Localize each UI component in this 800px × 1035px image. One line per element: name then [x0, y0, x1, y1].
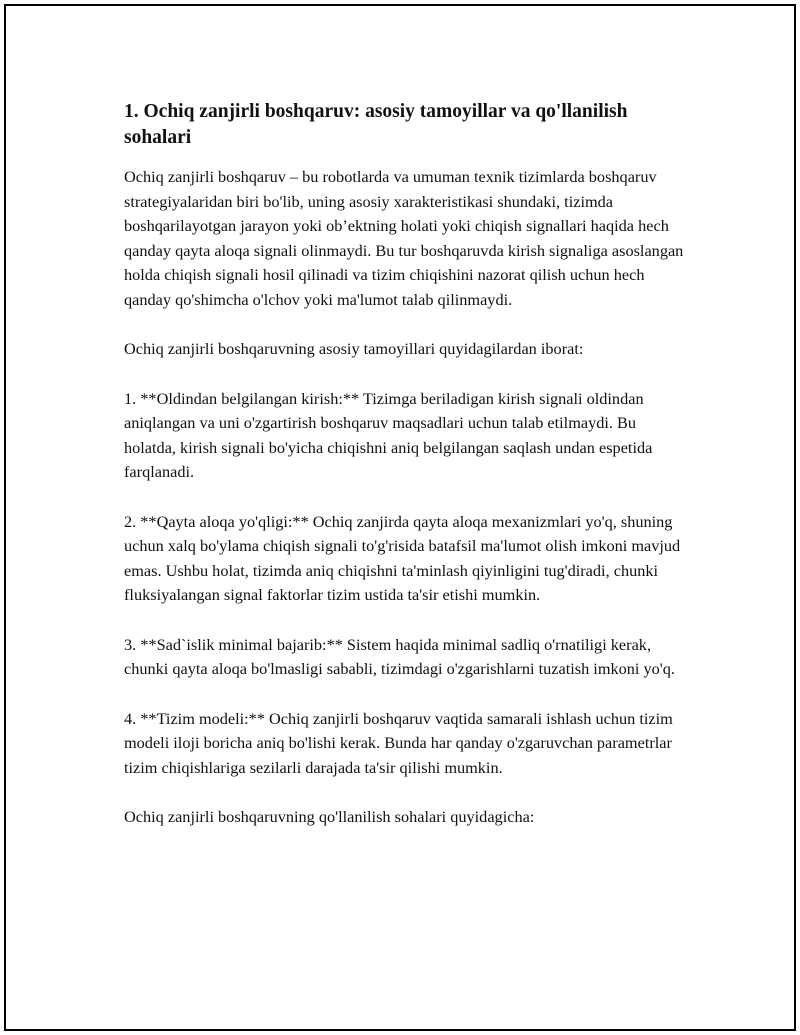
document-body: [124, 99, 684, 855]
page-border: [4, 4, 796, 1031]
paragraph-definition: Ochiq zanjirli boshqaruv – bu robotlarda va umuman texnik tizimlarda boshqaruv strategiyalaridan biri bo'lib, uning asosiy xarakteristikasi shundaki, tizimda boshqarilayotgan jarayon yoki ob’ektning holati yoki chiqish signallari haqida hech qanday qayta aloqa signali olinmaydi. Bu tur boshqaruvda kirish signaliga asoslangan holda chiqish signali hosil qilinadi va tizim chiqishini nazorat qilish uchun hech qanday qo'shimcha o'lchov yoki ma'lumot talab qilinmaydi.: [124, 167, 684, 309]
principle-item-4: 4. **Tizim modeli:** Ochiq zanjirli boshqaruv vaqtida samarali ishlash uchun tizim modeli iloji boricha aniq bo'lishi kerak. Bunda har qanday o'zgaruvchan parametrlar tizim chiqishlariga sezilarli darajada ta'sir qilishi mumkin.: [124, 708, 673, 777]
paragraph-application-intro: Ochiq zanjirli boshqaruvning qo'llanilish sohalari quyidagicha:: [124, 807, 535, 826]
paragraph-principles-intro: Ochiq zanjirli boshqaruvning asosiy tamoyillari quyidagilardan iborat:: [124, 339, 584, 358]
section-heading: 1. Ochiq zanjirli boshqaruv: asosiy tamoyillar va qo'llanilish sohalari: [124, 101, 628, 148]
principle-item-2: 2. **Qayta aloqa yo'qligi:** Ochiq zanjirda qayta aloqa mexanizmlari yo'q, shuning uchun xalq bo'ylama chiqish signali to'g'risida batafsil ma'lumot olish imkoni mavjud emas. Ushbu holat, tizimda aniq chiqishni ta'minlash qiyinligini tug'diradi, chunki fluksiyalangan signal faktorlar tizim ustida ta'sir etishi mumkin.: [124, 511, 681, 604]
principle-item-1: 1. **Oldindan belgilangan kirish:** Tizimga beriladigan kirish signali oldindan aniqlangan va uni o'zgartirish boshqaruv maqsadlari uchun talab etilmaydi. Bu holatda, kirish signali bo'yicha chiqishni aniq belgilangan saqlash undan espetida farqlanadi.: [124, 388, 653, 481]
principle-item-3: 3. **Sad`islik minimal bajarib:** Sistem haqida minimal sadliq o'rnatiligi kerak, chunki qayta aloqa bo'lmasligi sababli, tizimdagi o'zgarishlarni tuzatish imkoni yo'q.: [124, 634, 675, 678]
